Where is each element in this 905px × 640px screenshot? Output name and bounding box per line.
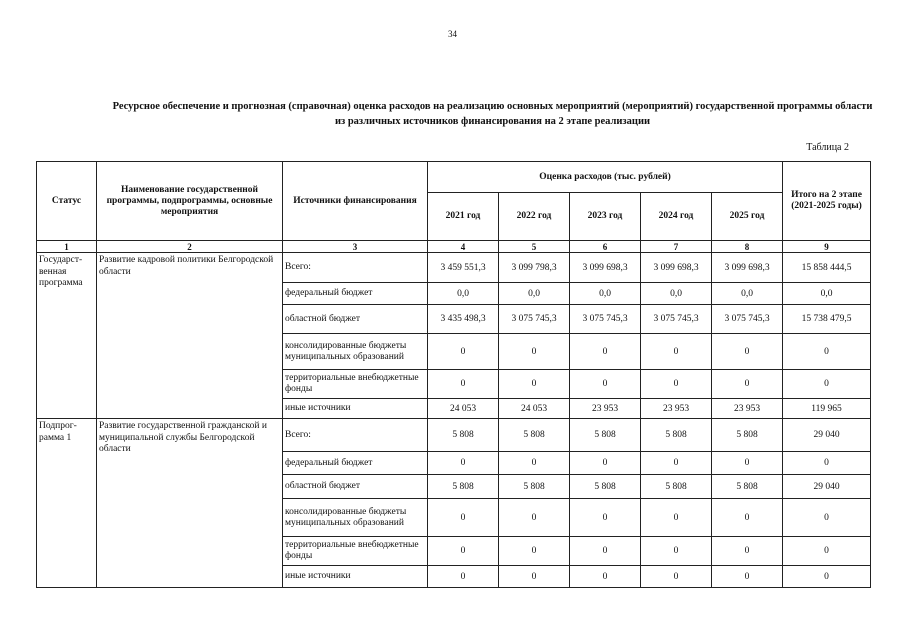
- total-cell: 0: [783, 452, 871, 475]
- source-cell: областной бюджет: [283, 305, 428, 334]
- value-cell: 0: [428, 537, 499, 566]
- value-cell: 5 808: [499, 419, 570, 452]
- index-cell: 5: [499, 241, 570, 253]
- value-cell: 0: [570, 370, 641, 399]
- value-cell: 0: [712, 499, 783, 537]
- value-cell: 0: [712, 334, 783, 370]
- value-cell: 3 075 745,3: [641, 305, 712, 334]
- budget-table: [36, 161, 871, 588]
- page-number: 34: [448, 29, 457, 39]
- value-cell: 5 808: [712, 475, 783, 499]
- value-cell: 0: [641, 370, 712, 399]
- value-cell: 0: [499, 499, 570, 537]
- index-row: [37, 241, 871, 253]
- value-cell: 5 808: [499, 475, 570, 499]
- index-cell: 4: [428, 241, 499, 253]
- program-name-cell: Развитие государственной гражданской и муниципальной службы Белгородской области: [97, 419, 283, 588]
- source-cell: Всего:: [283, 419, 428, 452]
- header-source: Источники финансирования: [283, 162, 428, 241]
- value-cell: 0: [570, 566, 641, 588]
- status-cell: Подпрог-рамма 1: [37, 419, 97, 588]
- value-cell: 24 053: [499, 399, 570, 419]
- total-cell: 0: [783, 370, 871, 399]
- value-cell: 0: [499, 566, 570, 588]
- table-row: [37, 419, 871, 452]
- value-cell: 3 459 551,3: [428, 253, 499, 283]
- value-cell: 23 953: [712, 399, 783, 419]
- index-cell: 6: [570, 241, 641, 253]
- value-cell: 3 075 745,3: [499, 305, 570, 334]
- value-cell: 5 808: [570, 475, 641, 499]
- value-cell: 5 808: [641, 475, 712, 499]
- value-cell: 0: [570, 452, 641, 475]
- source-cell: консолидированные бюджеты муниципальных образований: [283, 334, 428, 370]
- header-name: Наименование государственной программы, подпрограммы, основные мероприятия: [97, 162, 283, 241]
- value-cell: 0: [428, 452, 499, 475]
- value-cell: 0,0: [712, 283, 783, 305]
- value-cell: 0,0: [428, 283, 499, 305]
- total-cell: 119 965: [783, 399, 871, 419]
- value-cell: 0: [570, 537, 641, 566]
- index-cell: 7: [641, 241, 712, 253]
- value-cell: 3 075 745,3: [570, 305, 641, 334]
- total-cell: 29 040: [783, 475, 871, 499]
- source-cell: территориальные внебюджетные фонды: [283, 537, 428, 566]
- source-cell: федеральный бюджет: [283, 452, 428, 475]
- status-cell: Государст-венная программа: [37, 253, 97, 419]
- header-year-2022: 2022 год: [499, 193, 570, 241]
- value-cell: 0: [712, 537, 783, 566]
- source-cell: областной бюджет: [283, 475, 428, 499]
- header-year-2021: 2021 год: [428, 193, 499, 241]
- value-cell: 0: [499, 370, 570, 399]
- value-cell: 0: [428, 334, 499, 370]
- value-cell: 0: [428, 566, 499, 588]
- header-total: Итого на 2 этапе (2021-2025 годы): [783, 162, 871, 241]
- source-cell: консолидированные бюджеты муниципальных образований: [283, 499, 428, 537]
- value-cell: 3 099 798,3: [499, 253, 570, 283]
- header-year-2025: 2025 год: [712, 193, 783, 241]
- value-cell: 0,0: [499, 283, 570, 305]
- value-cell: 0: [499, 452, 570, 475]
- source-cell: иные источники: [283, 399, 428, 419]
- value-cell: 24 053: [428, 399, 499, 419]
- index-cell: 8: [712, 241, 783, 253]
- value-cell: 0: [712, 566, 783, 588]
- total-cell: 0: [783, 499, 871, 537]
- header-estimate: Оценка расходов (тыс. рублей): [428, 162, 783, 193]
- total-cell: 0,0: [783, 283, 871, 305]
- value-cell: 5 808: [428, 475, 499, 499]
- index-cell: 2: [97, 241, 283, 253]
- table-label: Таблица 2: [806, 142, 849, 153]
- value-cell: 3 435 498,3: [428, 305, 499, 334]
- value-cell: 0,0: [641, 283, 712, 305]
- value-cell: 0,0: [570, 283, 641, 305]
- value-cell: 3 075 745,3: [712, 305, 783, 334]
- total-cell: 15 858 444,5: [783, 253, 871, 283]
- header-year-2023: 2023 год: [570, 193, 641, 241]
- value-cell: 0: [499, 537, 570, 566]
- source-cell: федеральный бюджет: [283, 283, 428, 305]
- value-cell: 0: [712, 452, 783, 475]
- value-cell: 5 808: [641, 419, 712, 452]
- value-cell: 3 099 698,3: [641, 253, 712, 283]
- value-cell: 5 808: [428, 419, 499, 452]
- value-cell: 3 099 698,3: [570, 253, 641, 283]
- value-cell: 0: [641, 537, 712, 566]
- total-cell: 0: [783, 334, 871, 370]
- index-cell: 1: [37, 241, 97, 253]
- value-cell: 0: [570, 499, 641, 537]
- program-name-cell: Развитие кадровой политики Белгородской области: [97, 253, 283, 419]
- value-cell: 5 808: [570, 419, 641, 452]
- value-cell: 0: [712, 370, 783, 399]
- value-cell: 0: [428, 370, 499, 399]
- value-cell: 23 953: [570, 399, 641, 419]
- value-cell: 0: [641, 452, 712, 475]
- value-cell: 0: [641, 566, 712, 588]
- value-cell: 5 808: [712, 419, 783, 452]
- header-status: Статус: [37, 162, 97, 241]
- source-cell: Всего:: [283, 253, 428, 283]
- source-cell: иные источники: [283, 566, 428, 588]
- index-cell: 9: [783, 241, 871, 253]
- value-cell: 0: [641, 334, 712, 370]
- total-cell: 0: [783, 566, 871, 588]
- value-cell: 23 953: [641, 399, 712, 419]
- index-cell: 3: [283, 241, 428, 253]
- value-cell: 3 099 698,3: [712, 253, 783, 283]
- source-cell: территориальные внебюджетные фонды: [283, 370, 428, 399]
- total-cell: 29 040: [783, 419, 871, 452]
- table-row: [37, 253, 871, 283]
- total-cell: 0: [783, 537, 871, 566]
- header-year-2024: 2024 год: [641, 193, 712, 241]
- total-cell: 15 738 479,5: [783, 305, 871, 334]
- value-cell: 0: [641, 499, 712, 537]
- value-cell: 0: [499, 334, 570, 370]
- value-cell: 0: [570, 334, 641, 370]
- value-cell: 0: [428, 499, 499, 537]
- document-title: Ресурсное обеспечение и прогнозная (справочная) оценка расходов на реализацию основных мероприятий (мероприятий) государственной программы области из различных источников финансирования на 2 этапе реализации: [112, 101, 873, 127]
